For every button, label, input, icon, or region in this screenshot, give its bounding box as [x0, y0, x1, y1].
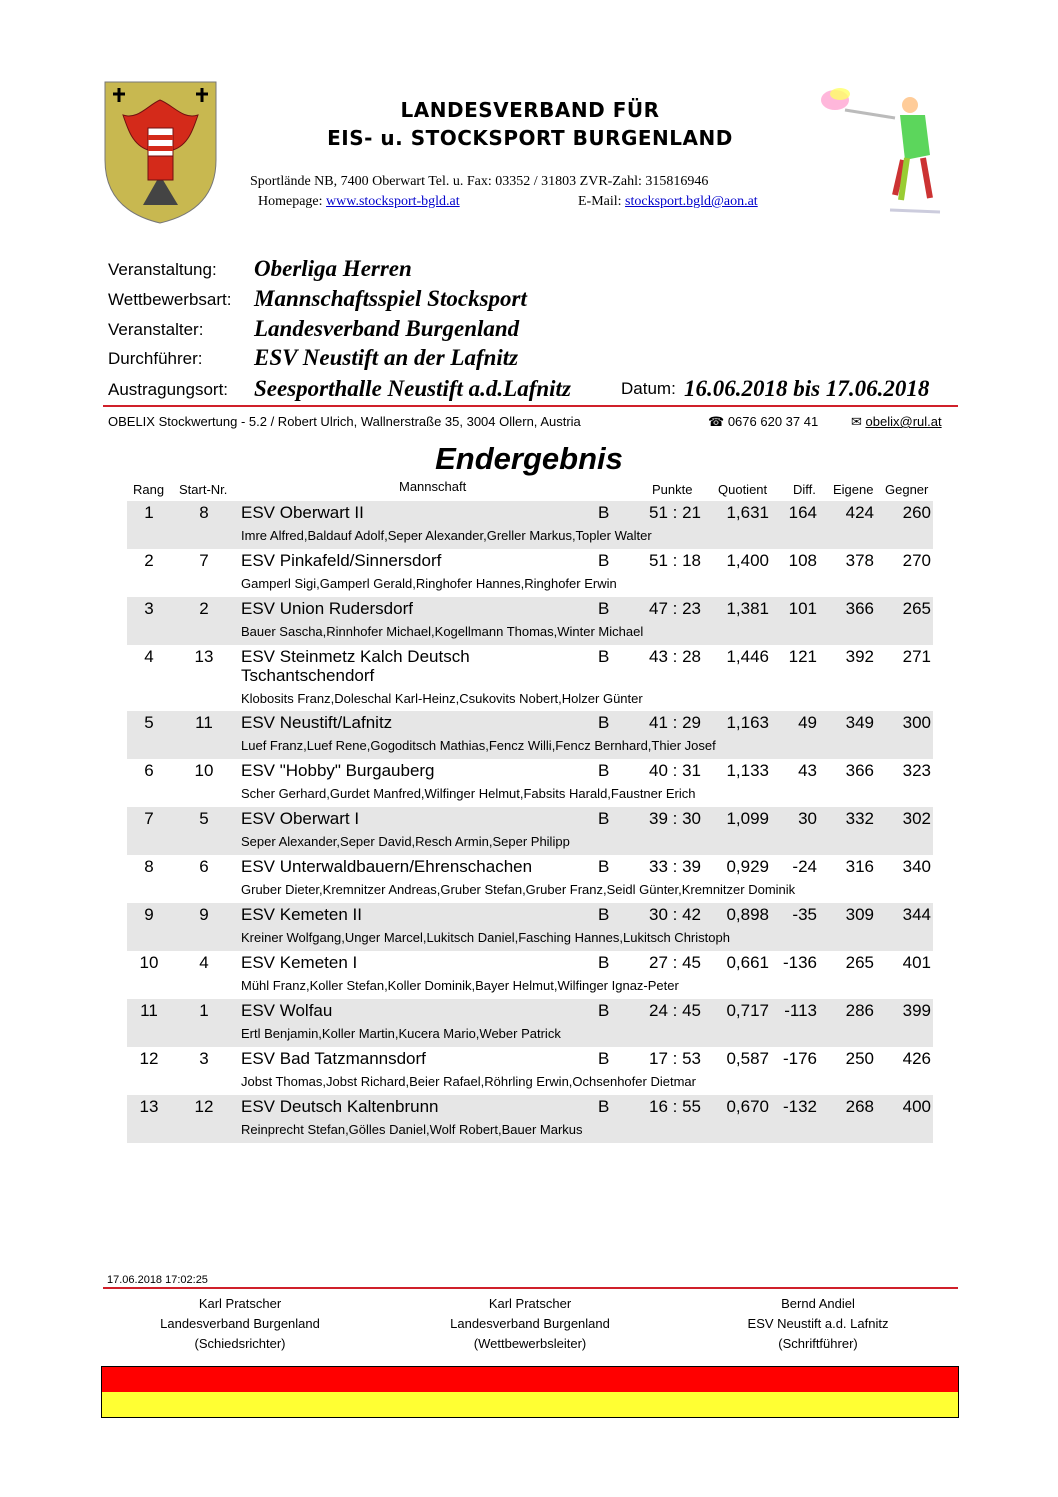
cell-eigene: 268: [845, 1097, 874, 1116]
label-host: Durchführer:: [108, 349, 203, 368]
cell-punkte: 51 : 21: [649, 503, 701, 522]
cell-members: Mühl Franz,Koller Stefan,Koller Dominik,Bayer Helmut,Wilfinger Ignaz-Peter: [241, 978, 679, 993]
table-row: [127, 549, 933, 597]
table-row: [127, 807, 933, 855]
signer-competition-lead: [410, 1294, 650, 1354]
cell-team: ESV Oberwart I: [241, 809, 360, 828]
cell-gegner: 300: [902, 713, 931, 732]
cell-members: Kreiner Wolfgang,Unger Marcel,Lukitsch Daniel,Fasching Hannes,Lukitsch Christoph: [241, 930, 730, 945]
cell-punkte: 24 : 45: [649, 1001, 701, 1020]
signer-role: (Schriftführer): [778, 1336, 858, 1351]
cell-punkte: 17 : 53: [649, 1049, 701, 1068]
cell-members: Gruber Dieter,Kremnitzer Andreas,Gruber Stefan,Gruber Franz,Seidl Günter,Kremnitzer Dominik: [241, 882, 796, 897]
header-eigene: Eigene: [833, 482, 874, 497]
cell-start: 9: [199, 905, 209, 924]
cell-quotient: 0,929: [726, 857, 769, 876]
cell-diff: 121: [788, 647, 817, 666]
cell-eigene: 349: [845, 713, 874, 732]
table-row: [127, 855, 933, 903]
cell-eigene: 286: [845, 1001, 874, 1020]
cell-gegner: 302: [902, 809, 931, 828]
federation-title-line2: EIS- u. STOCKSPORT BURGENLAND: [327, 126, 733, 150]
cell-diff: -35: [792, 905, 817, 924]
cell-cls: B: [598, 599, 610, 618]
cell-diff: -176: [782, 1049, 817, 1068]
cell-eigene: 309: [845, 905, 874, 924]
cell-eigene: 424: [845, 503, 874, 522]
phone-icon: ☎: [708, 414, 725, 429]
header-team: Mannschaft: [399, 479, 467, 494]
cell-cls: B: [598, 1001, 610, 1020]
cell-start: 11: [195, 713, 213, 732]
cell-rang: 12: [139, 1049, 159, 1068]
cell-rang: 4: [144, 647, 154, 666]
cell-rang: 7: [144, 809, 154, 828]
cell-gegner: 399: [902, 1001, 931, 1020]
email-label: E-Mail:: [578, 194, 622, 209]
flag-red-stripe: [102, 1367, 958, 1392]
cell-punkte: 40 : 31: [649, 761, 701, 780]
cell-quotient: 0,587: [726, 1049, 769, 1068]
federation-address: Sportlände NB, 7400 Oberwart Tel. u. Fax: 03352 / 31803 ZVR-Zahl: 315816946: [250, 174, 709, 189]
curling-player-illustration-icon: [815, 80, 945, 220]
flag-yellow-stripe: [102, 1392, 958, 1417]
cell-punkte: 41 : 29: [649, 713, 701, 732]
cell-members: Scher Gerhard,Gurdet Manfred,Wilfinger Helmut,Fabsits Harald,Faustner Erich: [241, 786, 696, 801]
cell-diff: 108: [788, 551, 817, 570]
cell-start: 3: [199, 1049, 209, 1068]
signer-org: Landesverband Burgenland: [450, 1316, 610, 1331]
cell-members: Seper Alexander,Seper David,Resch Armin,Seper Philipp: [241, 834, 570, 849]
burgenland-flag-band: [101, 1366, 959, 1418]
cell-start: 1: [199, 1001, 209, 1020]
cell-team-continued: Tschantschendorf: [241, 666, 375, 685]
header-rang: Rang: [133, 482, 165, 497]
cell-diff: 49: [798, 713, 817, 732]
cell-cls: B: [598, 905, 610, 924]
cell-punkte: 43 : 28: [649, 647, 701, 666]
table-row: [127, 1047, 933, 1095]
cell-punkte: 30 : 42: [649, 905, 701, 924]
cell-gegner: 400: [902, 1097, 931, 1116]
cell-quotient: 1,631: [726, 503, 769, 522]
cell-members: Imre Alfred,Baldauf Adolf,Seper Alexander,Greller Markus,Topler Walter: [241, 528, 652, 543]
cell-eigene: 392: [845, 647, 874, 666]
cell-quotient: 0,898: [726, 905, 769, 924]
cell-rang: 13: [139, 1097, 159, 1116]
cell-punkte: 39 : 30: [649, 809, 701, 828]
table-row: [127, 645, 933, 711]
cell-eigene: 366: [845, 761, 874, 780]
cell-start: 6: [199, 857, 209, 876]
cell-quotient: 0,717: [726, 1001, 769, 1020]
cell-diff: -24: [792, 857, 817, 876]
header-gegner: Gegner: [885, 482, 929, 497]
signer-name: Karl Pratscher: [488, 1296, 572, 1311]
table-row: [127, 999, 933, 1047]
cell-diff: 30: [798, 809, 817, 828]
cell-start: 5: [199, 809, 209, 828]
header-quotient: Quotient: [718, 482, 768, 497]
cell-quotient: 1,133: [726, 761, 769, 780]
cell-diff: -113: [784, 1001, 817, 1020]
cell-team: ESV Neustift/Lafnitz: [241, 713, 393, 732]
cell-cls: B: [598, 761, 610, 780]
homepage-line: [258, 194, 460, 210]
phone-number: 0676 620 37 41: [727, 414, 819, 429]
cell-quotient: 1,099: [726, 809, 769, 828]
cell-team: ESV Kemeten II: [241, 905, 362, 924]
software-credit: OBELIX Stockwertung - 5.2 / Robert Ulrich, Wallnerstraße 35, 3004 Ollern, Austria: [108, 414, 581, 429]
table-row: [127, 903, 933, 951]
cell-start: 4: [199, 953, 209, 972]
cell-team: ESV Oberwart II: [241, 503, 364, 522]
table-row: [127, 951, 933, 999]
cell-quotient: 1,381: [726, 599, 769, 618]
print-timestamp: 17.06.2018 17:02:25: [107, 1274, 208, 1286]
cell-gegner: 271: [902, 647, 931, 666]
label-date: Datum:: [621, 379, 676, 398]
table-row: [127, 1095, 933, 1143]
cell-rang: 1: [144, 503, 154, 522]
value-venue: Seesporthalle Neustift a.d.Lafnitz: [254, 376, 571, 401]
cell-punkte: 51 : 18: [649, 551, 701, 570]
cell-diff: 164: [788, 503, 817, 522]
cell-start: 13: [194, 647, 214, 666]
table-row: [127, 597, 933, 645]
value-competition-type: Mannschaftsspiel Stocksport: [254, 286, 527, 311]
results-table: [127, 501, 933, 1143]
label-venue: Austragungsort:: [108, 380, 229, 399]
homepage-label: Homepage:: [258, 194, 323, 209]
cell-quotient: 1,446: [726, 647, 769, 666]
cell-rang: 9: [144, 905, 154, 924]
cell-cls: B: [598, 857, 610, 876]
signer-role: (Schiedsrichter): [194, 1336, 286, 1351]
value-organizer: Landesverband Burgenland: [254, 316, 520, 341]
label-competition-type: Wettbewerbsart:: [108, 290, 232, 309]
cell-members: Ertl Benjamin,Koller Martin,Kucera Mario,Weber Patrick: [241, 1026, 561, 1041]
cell-rang: 5: [144, 713, 154, 732]
cell-gegner: 265: [902, 599, 931, 618]
signer-role: (Wettbewerbsleiter): [473, 1336, 587, 1351]
cell-diff: 101: [788, 599, 817, 618]
cell-punkte: 16 : 55: [649, 1097, 701, 1116]
cell-gegner: 323: [902, 761, 931, 780]
envelope-icon: ✉: [851, 414, 862, 429]
value-event: Oberliga Herren: [254, 256, 412, 281]
cell-team: ESV Deutsch Kaltenbrunn: [241, 1097, 439, 1116]
table-row: [127, 711, 933, 759]
signer-name: Bernd Andiel: [781, 1296, 855, 1311]
homepage-link[interactable]: www.stocksport-bgld.at: [326, 194, 460, 209]
email-link[interactable]: stocksport.bgld@aon.at: [625, 194, 758, 209]
burgenland-coat-of-arms-icon: [103, 80, 218, 225]
cell-members: Jobst Thomas,Jobst Richard,Beier Rafael,Röhrling Erwin,Ochsenhofer Dietmar: [241, 1074, 696, 1089]
cell-quotient: 1,400: [726, 551, 769, 570]
cell-diff: 43: [798, 761, 817, 780]
cell-punkte: 33 : 39: [649, 857, 701, 876]
cell-start: 7: [199, 551, 209, 570]
cell-cls: B: [598, 809, 610, 828]
cell-cls: B: [598, 1097, 610, 1116]
results-title: Endergebnis: [435, 441, 623, 476]
cell-start: 10: [194, 761, 214, 780]
cell-members: Bauer Sascha,Rinnhofer Michael,Kogellmann Thomas,Winter Michael: [241, 624, 644, 639]
cell-team: ESV Union Rudersdorf: [241, 599, 413, 618]
cell-rang: 11: [140, 1001, 158, 1020]
cell-punkte: 27 : 45: [649, 953, 701, 972]
cell-eigene: 332: [845, 809, 874, 828]
cell-cls: B: [598, 503, 610, 522]
cell-rang: 3: [144, 599, 154, 618]
cell-gegner: 270: [902, 551, 931, 570]
cell-diff: -136: [782, 953, 817, 972]
label-organizer: Veranstalter:: [108, 320, 204, 339]
cell-team: ESV Kemeten I: [241, 953, 358, 972]
cell-rang: 10: [139, 953, 159, 972]
email-line: [578, 194, 758, 210]
cell-cls: B: [598, 953, 610, 972]
cell-team: ESV Pinkafeld/Sinnersdorf: [241, 551, 442, 570]
cell-team: ESV "Hobby" Burgauberg: [241, 761, 435, 780]
cell-gegner: 426: [902, 1049, 931, 1068]
table-row: [127, 759, 933, 807]
contact-email-link[interactable]: obelix@rul.at: [865, 414, 942, 429]
phone-line: [708, 414, 818, 430]
cell-members: Luef Franz,Luef Rene,Gogoditsch Mathias,Fencz Willi,Fencz Bernhard,Thier Josef: [241, 738, 716, 753]
cell-diff: -132: [782, 1097, 817, 1116]
signer-secretary: [698, 1294, 938, 1354]
table-row: [127, 501, 933, 549]
cell-rang: 6: [144, 761, 154, 780]
value-host: ESV Neustift an der Lafnitz: [254, 345, 519, 370]
cell-rang: 2: [144, 551, 154, 570]
cell-start: 2: [199, 599, 209, 618]
label-event: Veranstaltung:: [108, 260, 217, 279]
cell-eigene: 250: [845, 1049, 874, 1068]
cell-team: ESV Steinmetz Kalch Deutsch: [241, 647, 470, 666]
cell-members: Gamperl Sigi,Gamperl Gerald,Ringhofer Hannes,Ringhofer Erwin: [241, 576, 617, 591]
header-divider: [103, 405, 958, 407]
footer-divider: [103, 1287, 958, 1289]
cell-gegner: 260: [902, 503, 931, 522]
signer-org: ESV Neustift a.d. Lafnitz: [747, 1316, 889, 1331]
cell-gegner: 340: [902, 857, 931, 876]
cell-cls: B: [598, 647, 610, 666]
header-punkte: Punkte: [652, 482, 693, 497]
cell-eigene: 265: [845, 953, 874, 972]
cell-cls: B: [598, 1049, 610, 1068]
cell-eigene: 316: [845, 857, 874, 876]
cell-team: ESV Wolfau: [241, 1001, 333, 1020]
header-diff: Diff.: [793, 482, 816, 497]
cell-eigene: 378: [845, 551, 874, 570]
cell-cls: B: [598, 551, 610, 570]
signer-referee: [120, 1294, 360, 1354]
results-table-header: [0, 479, 1058, 500]
cell-gegner: 344: [902, 905, 931, 924]
cell-start: 12: [194, 1097, 214, 1116]
cell-cls: B: [598, 713, 610, 732]
cell-team: ESV Bad Tatzmannsdorf: [241, 1049, 426, 1068]
signer-org: Landesverband Burgenland: [160, 1316, 320, 1331]
cell-quotient: 0,670: [726, 1097, 769, 1116]
cell-team: ESV Unterwaldbauern/Ehrenschachen: [241, 857, 533, 876]
contact-email-line: [851, 414, 942, 430]
value-date: 16.06.2018 bis 17.06.2018: [684, 376, 930, 401]
cell-quotient: 1,163: [726, 713, 769, 732]
cell-eigene: 366: [845, 599, 874, 618]
federation-title-line1: LANDESVERBAND FÜR: [400, 98, 660, 122]
header-start-nr: Start-Nr.: [179, 482, 228, 497]
cell-members: Reinprecht Stefan,Gölles Daniel,Wolf Robert,Bauer Markus: [241, 1122, 583, 1137]
cell-punkte: 47 : 23: [649, 599, 701, 618]
cell-rang: 8: [144, 857, 154, 876]
cell-members: Klobosits Franz,Doleschal Karl-Heinz,Csukovits Nobert,Holzer Günter: [241, 691, 643, 706]
cell-quotient: 0,661: [726, 953, 769, 972]
cell-start: 8: [199, 503, 209, 522]
cell-gegner: 401: [902, 953, 931, 972]
signer-name: Karl Pratscher: [198, 1296, 282, 1311]
